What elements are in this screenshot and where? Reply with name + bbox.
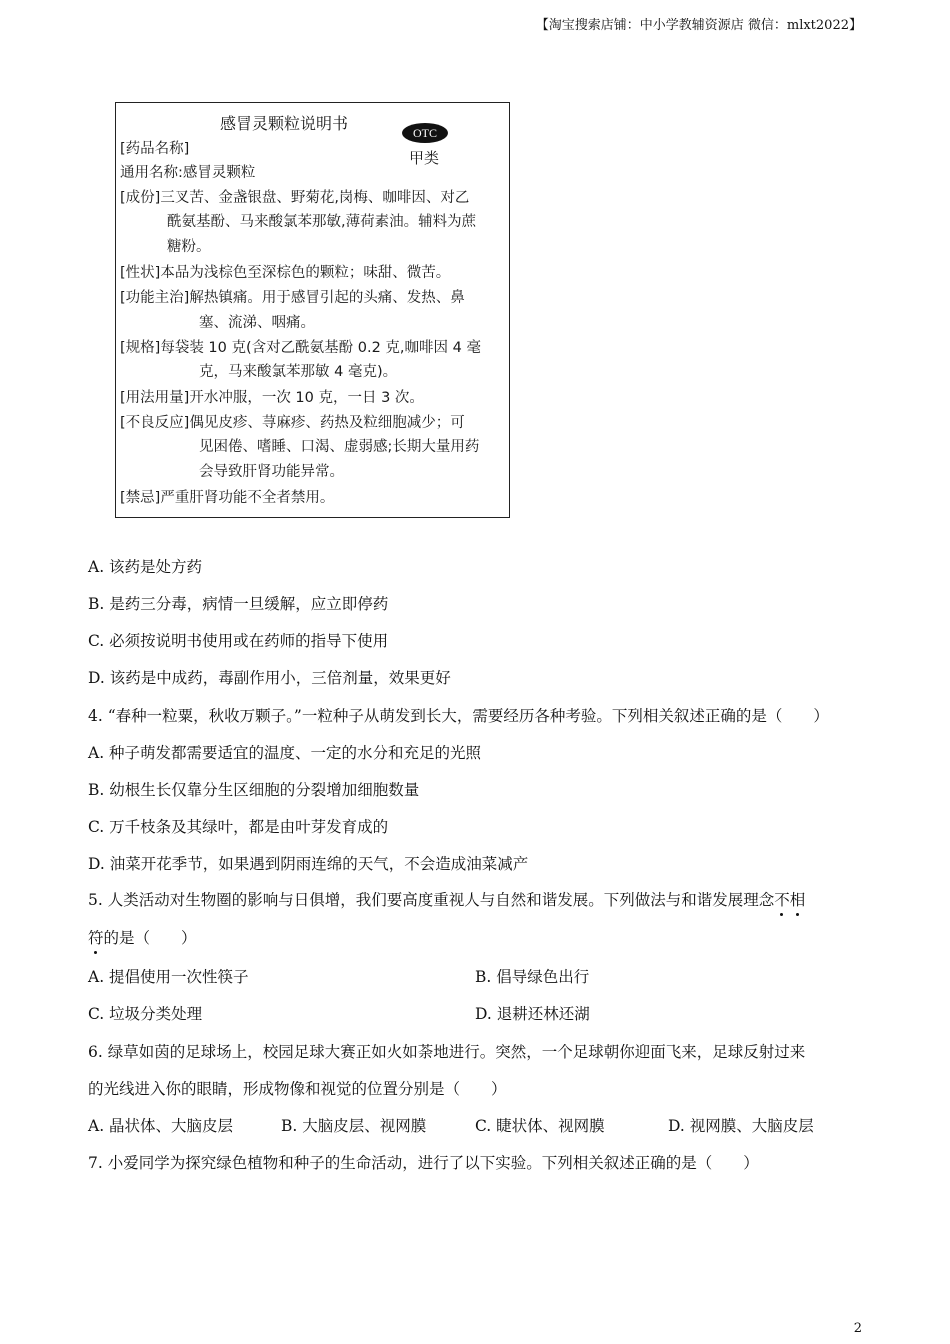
q5-option-b: B. 倡导绿色出行: [475, 968, 590, 986]
q6-option-b: B. 大脑皮层、视网膜: [281, 1117, 427, 1135]
q4-option-c: C. 万千枝条及其绿叶，都是由叶芽发育成的: [88, 818, 389, 836]
leaflet-line: [用法用量]开水冲服，一次 10 克，一日 3 次。: [120, 390, 424, 406]
q5-emphasis-char: 不: [774, 891, 790, 909]
q3-option-d: D. 该药是中成药，毒副作用小，三倍剂量，效果更好: [88, 669, 451, 687]
leaflet-line: 酰氨基酚、马来酸氯苯那敏,薄荷素油。辅料为蔗: [167, 214, 477, 230]
q6-option-d: D. 视网膜、大脑皮层: [668, 1117, 814, 1135]
leaflet-line: 塞、流涕、咽痛。: [199, 315, 315, 331]
q3-option-b: B. 是药三分毒，病情一旦缓解，应立即停药: [88, 595, 389, 613]
medicine-leaflet: [115, 102, 510, 518]
leaflet-line: [成份]三叉苦、金盏银盘、野菊花,岗梅、咖啡因、对乙: [120, 190, 470, 206]
otc-badge: OTC: [402, 123, 448, 143]
q6-option-a: A. 晶状体、大脑皮层: [88, 1117, 234, 1135]
q5-emphasis-char: 相: [789, 891, 806, 909]
leaflet-line: [禁忌]严重肝肾功能不全者禁用。: [120, 490, 335, 506]
q4-stem: 4. “春种一粒粟，秋收万颗子。”一粒种子从萌发到长大，需要经历各种考验。下列相关叙述正确的是（ ）: [88, 707, 829, 725]
q5-stem-text: 5. 人类活动对生物圈的影响与日俱增，我们要高度重视人与自然和谐发展。下列做法与和谐发展理念: [88, 891, 775, 909]
q5-emphasis-char: 符: [88, 929, 104, 947]
leaflet-line: 通用名称:感冒灵颗粒: [120, 165, 256, 181]
leaflet-line: [药品名称]: [120, 141, 190, 157]
leaflet-line: 克，马来酸氯苯那敏 4 毫克)。: [199, 364, 398, 380]
q6-option-c: C. 睫状体、视网膜: [475, 1117, 605, 1135]
q4-option-b: B. 幼根生长仅靠分生区细胞的分裂增加细胞数量: [88, 781, 420, 799]
q5-stem-text: 的是（ ）: [103, 929, 197, 947]
q6-stem-line2: 的光线进入你的眼睛，形成物像和视觉的位置分别是（ ）: [88, 1080, 507, 1098]
leaflet-line: 见困倦、嗜睡、口渴、虚弱感;长期大量用药: [199, 439, 480, 455]
q7-stem: 7. 小爱同学为探究绿色植物和种子的生命活动，进行了以下实验。下列相关叙述正确的是（ ）: [88, 1154, 759, 1172]
q4-option-d: D. 油菜开花季节，如果遇到阴雨连绵的天气，不会造成油菜减产: [88, 855, 529, 873]
q5-option-d: D. 退耕还林还湖: [475, 1005, 590, 1023]
q5-option-a: A. 提倡使用一次性筷子: [88, 968, 249, 986]
q4-option-a: A. 种子萌发都需要适宜的温度、一定的水分和充足的光照: [88, 744, 482, 762]
q3-option-a: A. 该药是处方药: [88, 558, 203, 576]
q5-stem-line2: [88, 926, 197, 948]
q5-stem-line1: [88, 888, 805, 910]
leaflet-line: 糖粉。: [167, 239, 211, 255]
leaflet-line: [功能主治]解热镇痛。用于感冒引起的头痛、发热、鼻: [120, 290, 465, 306]
leaflet-line: [规格]每袋装 10 克(含对乙酰氨基酚 0.2 克,咖啡因 4 毫: [120, 340, 481, 356]
leaflet-line: [不良反应]偶见皮疹、荨麻疹、药热及粒细胞减少；可: [120, 415, 465, 431]
leaflet-line: 会导致肝肾功能异常。: [199, 464, 344, 480]
otc-class-label: 甲类: [409, 149, 440, 167]
q3-option-c: C. 必须按说明书使用或在药师的指导下使用: [88, 632, 389, 650]
leaflet-line: [性状]本品为浅棕色至深棕色的颗粒；味甜、微苦。: [120, 265, 451, 281]
q5-option-c: C. 垃圾分类处理: [88, 1005, 203, 1023]
page-number: 2: [853, 1321, 862, 1336]
q6-stem-line1: 6. 绿草如茵的足球场上，校园足球大赛正如火如荼地进行。突然，一个足球朝你迎面飞来，足球反射过来: [88, 1043, 806, 1061]
leaflet-title: 感冒灵颗粒说明书: [220, 114, 349, 133]
page-header: 【淘宝搜索店铺：中小学教辅资源店 微信：mlxt2022】: [535, 18, 862, 33]
